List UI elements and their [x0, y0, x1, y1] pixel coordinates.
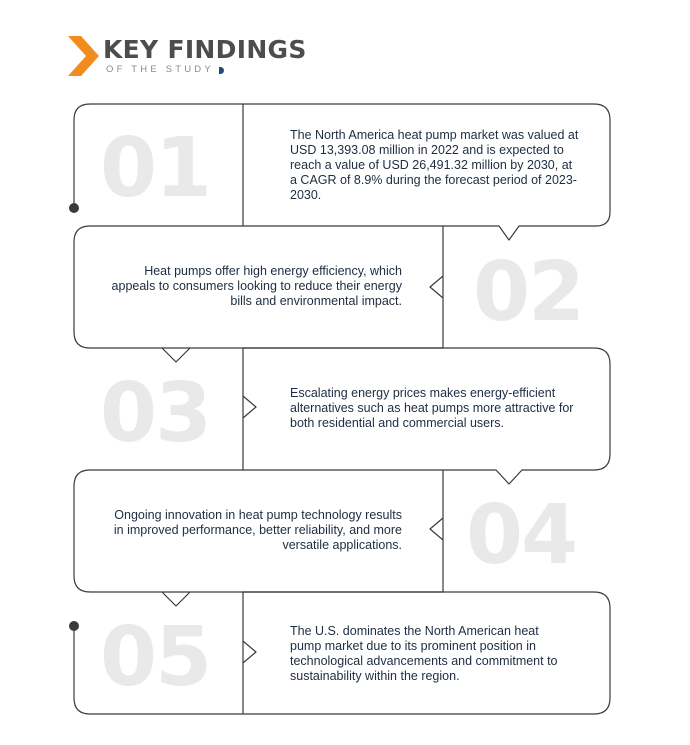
finding-number-4: 04 [466, 488, 577, 583]
timeline-start-dot [69, 203, 79, 213]
finding-number-1: 01 [100, 121, 211, 216]
finding-number-2: 02 [473, 245, 584, 340]
finding-text-3: Escalating energy prices makes energy-efficient alternatives such as heat pumps more attractive for both residential and commercial users. [290, 386, 574, 430]
timeline-end-dot [69, 621, 79, 631]
finding-text-2: Heat pumps offer high energy efficiency, which appeals to consumers looking to reduce their energy bills and environmental impact. [111, 264, 402, 308]
page-subtitle: OF THE STUDY [106, 64, 214, 75]
finding-number-5: 05 [100, 610, 211, 705]
page-title: KEY FINDINGS [103, 35, 307, 64]
finding-text-4: Ongoing innovation in heat pump technology results in improved performance, better reliability, and more versatile applications. [113, 508, 402, 552]
finding-text-1: The North America heat pump market was valued at USD 13,393.08 million in 2022 and is expected to reach a value of USD 26,491.32 million by 2030, at a CAGR of 8.9% during the forecast period of 2023-2030. [290, 128, 579, 202]
finding-text-5: The U.S. dominates the North American heat pump market due to its prominent position in technological advancements and commitment to sustainability within the region. [290, 624, 558, 683]
finding-number-3: 03 [100, 366, 211, 461]
